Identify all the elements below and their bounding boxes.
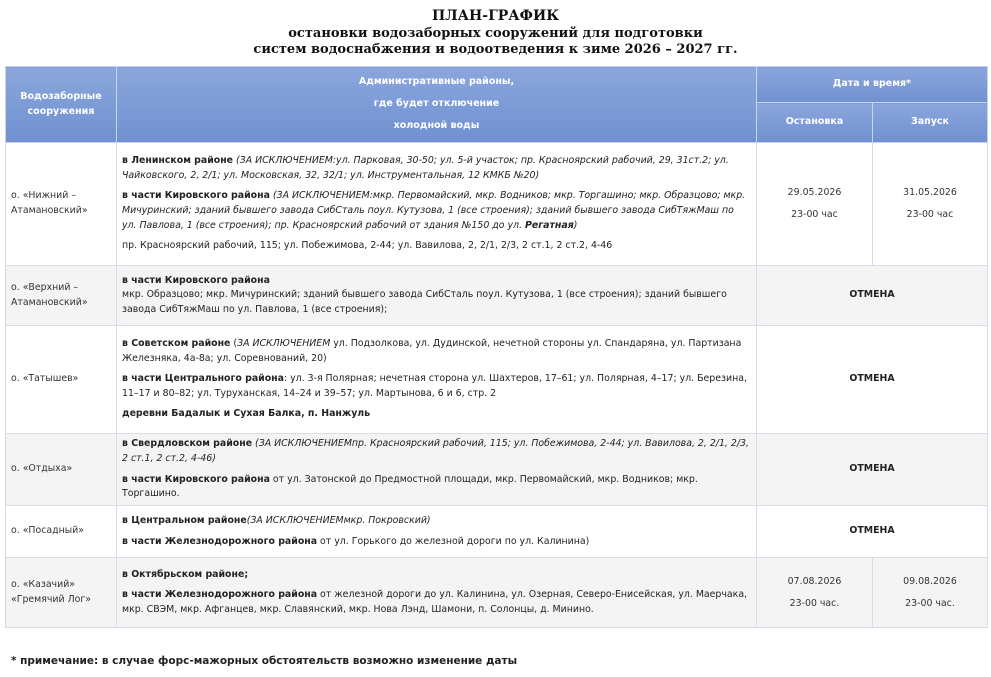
header-districts-line2: где будет отключение: [373, 98, 500, 110]
district-name: в части Кировского района: [122, 274, 270, 286]
status-cancelled: ОТМЕНА: [757, 266, 988, 326]
district-name: в Октябрьском районе;: [122, 568, 249, 580]
start-cell: [873, 558, 988, 628]
stop-time: 23-00 час: [791, 209, 838, 220]
object-name: о. «Нижний –Атамановский»: [6, 143, 117, 266]
header-districts-line3: холодной воды: [393, 119, 480, 131]
district-paragraph: [122, 473, 751, 502]
table-row: [6, 326, 988, 434]
footnote: * примечание: в случае форс-мажорных обстоятельств возможно изменение даты: [11, 655, 518, 667]
table-row: [6, 434, 988, 506]
district-details: (ЗА ИСКЛЮЧЕНИЕМ:ул. Парковая, 30-50; ул. 5-й участок; пр. Красноярский рабочий, 29, 31ст.2; ул. Чайковского, 2, 2/1; ул. Московская, 32, 32/1; ул. Инструментальная, 12 КМКБ №20): [122, 155, 729, 181]
start-cell: [873, 143, 988, 266]
district-name: в части Кировского района: [122, 473, 270, 485]
stop-cell: [757, 143, 873, 266]
status-cancelled: ОТМЕНА: [757, 326, 988, 434]
district-paragraph: [122, 568, 751, 583]
district-details: (ЗА ИСКЛЮЧЕНИЕМпр. Красноярский рабочий, 115; ул. Побежимова, 2-44; ул. Вавилова, 2, 2/1, 2/3, 2 ст.1, 2 ст.2, 4-46): [122, 438, 749, 464]
object-name: о. «Верхний –Атамановский»: [6, 266, 117, 326]
district-name: в части Центрального района: [122, 373, 284, 385]
district-details: ул. Подзолкова, ул. Дудинской, нечетной стороны ул. Спандаряна, ул. Партизана Железняка, 4а-8а; ул. Соревнований, 20): [122, 338, 742, 364]
district-name: в Центральном районе: [122, 514, 247, 526]
object-name: о. «Посадный»: [6, 506, 117, 558]
page-subtitle-line2: систем водоснабжения и водоотведения к зиме 2026 – 2027 гг.: [253, 42, 738, 57]
district-name: в Советском районе: [122, 338, 231, 350]
districts-cell: [117, 326, 757, 434]
object-name: о. «Татышев»: [6, 326, 117, 434]
districts-cell: [117, 143, 757, 266]
start-time: 23-00 час.: [905, 597, 955, 609]
districts-cell: [117, 558, 757, 628]
header-objects: Водозаборные сооружения: [6, 67, 117, 143]
header-stop: Остановка: [757, 103, 873, 143]
district-paragraph: [122, 274, 751, 289]
districts-cell: [117, 434, 757, 506]
district-name: в части Железнодорожного района: [122, 535, 318, 547]
district-paragraph: пр. Красноярский рабочий, 115; ул. Побежимова, 2-44; ул. Вавилова, 2, 2/1, 2/3, 2 ст.1, 2 ст.2, 4-46: [122, 240, 613, 252]
district-paragraph: мкр. Образцово; мкр. Мичуринский; зданий бывшего завода СибСталь поул. Кутузова, 1 (все строения); зданий бывшего завода СибТяжМаш по ул. Павлова, 1 (все строения);: [122, 289, 727, 315]
district-details: от ул. Затонской до Предмостной площади, мкр. Первомайский, мкр. Водников; мкр. Торгашино.: [122, 473, 698, 500]
header-start: Запуск: [873, 103, 988, 143]
districts-cell: [117, 266, 757, 326]
district-paragraph: [122, 189, 751, 233]
table-row: [6, 266, 988, 326]
district-details: (ЗА ИСКЛЮЧЕНИЕМ:мкр. Первомайский, мкр. Водников; мкр. Торгашино; мкр. Образцово; мкр. Мичуринский; зданий бывшего завода СибСталь поул. Кутузова, 1 (все строения); зданий бывшего завода СибТяжМаш по ул. Павлова, 1 (все строения); пр. Красноярский рабочий от здания №150 до ул.: [122, 190, 746, 231]
header-datetime: Дата и время*: [757, 67, 988, 103]
schedule-table: [5, 66, 988, 628]
district-name: в Ленинском районе: [122, 155, 234, 167]
district-paragraph: [122, 588, 751, 617]
district-details: от ул. Горького до железной дороги по ул. Калинина): [317, 535, 590, 547]
start-time: 23-00 час: [906, 209, 954, 220]
district-paragraph: [122, 154, 751, 183]
stop-time: 23-00 час.: [789, 597, 840, 609]
stop-date: 29.05.2026: [787, 187, 842, 199]
district-name: деревни Бадалык и Сухая Балка, п. Нанжуль: [122, 408, 371, 420]
district-paragraph: [122, 407, 751, 422]
district-details: (ЗА ИСКЛЮЧЕНИЕМмкр. Покровский): [246, 514, 431, 526]
table-row: [6, 558, 988, 628]
district-name: в части Кировского района: [122, 190, 270, 202]
stop-cell: [757, 558, 873, 628]
district-paragraph: [122, 514, 751, 529]
stop-date: 07.08.2026: [787, 575, 842, 587]
header-districts: [117, 67, 757, 143]
table-row: [6, 143, 988, 266]
district-details: от железной дороги до ул. Калинина, ул. Озерная, Северо-Енисейская, ул. Маерчака, мкр. СВЭМ, мкр. Афганцев, мкр. Славянский, мкр. Нова Лэнд, Шамони, п. Солонцы, д. Минино.: [122, 589, 748, 615]
district-name: в Свердловском районе: [122, 438, 253, 450]
page-subtitle-line1: остановки водозаборных сооружений для подготовки: [288, 26, 703, 41]
table-row: [6, 506, 988, 558]
district-details-close: ): [573, 219, 578, 231]
status-cancelled: ОТМЕНА: [757, 506, 988, 558]
district-exception: ЗА ИСКЛЮЧЕНИЕМ: [237, 338, 331, 350]
object-name: о. «Казачий» «Гремячий Лог»: [6, 558, 117, 628]
district-details-end: Регатная: [525, 219, 574, 231]
start-date: 31.05.2026: [903, 187, 957, 199]
district-paragraph: [122, 372, 751, 401]
districts-cell: [117, 506, 757, 558]
start-date: 09.08.2026: [903, 575, 957, 587]
page-title: ПЛАН-ГРАФИК: [432, 8, 559, 24]
object-name: о. «Отдыха»: [6, 434, 117, 506]
district-paragraph: в Советском районе (ЗА ИСКЛЮЧЕНИЕМ ул. Подзолкова, ул. Дудинской, нечетной стороны ул. Спандаряна, ул. Партизана Железняка, 4а-8а; ул. Соревнований, 20): [122, 338, 742, 364]
status-cancelled: ОТМЕНА: [757, 434, 988, 506]
district-name: в части Железнодорожного района: [122, 589, 318, 601]
header-districts-line1: Административные районы,: [358, 76, 515, 88]
district-paragraph: [122, 535, 751, 550]
district-details: : ул. 3-я Полярная; нечетная сторона ул. Шахтеров, 17–61; ул. Полярная, 4–17; ул. Березина, 11–17 и 80–82; ул. Туруханская, 14–24 и 39–57; ул. Мартынова, 6 и 6, стр. 2: [122, 373, 747, 399]
district-paragraph: [122, 437, 751, 466]
